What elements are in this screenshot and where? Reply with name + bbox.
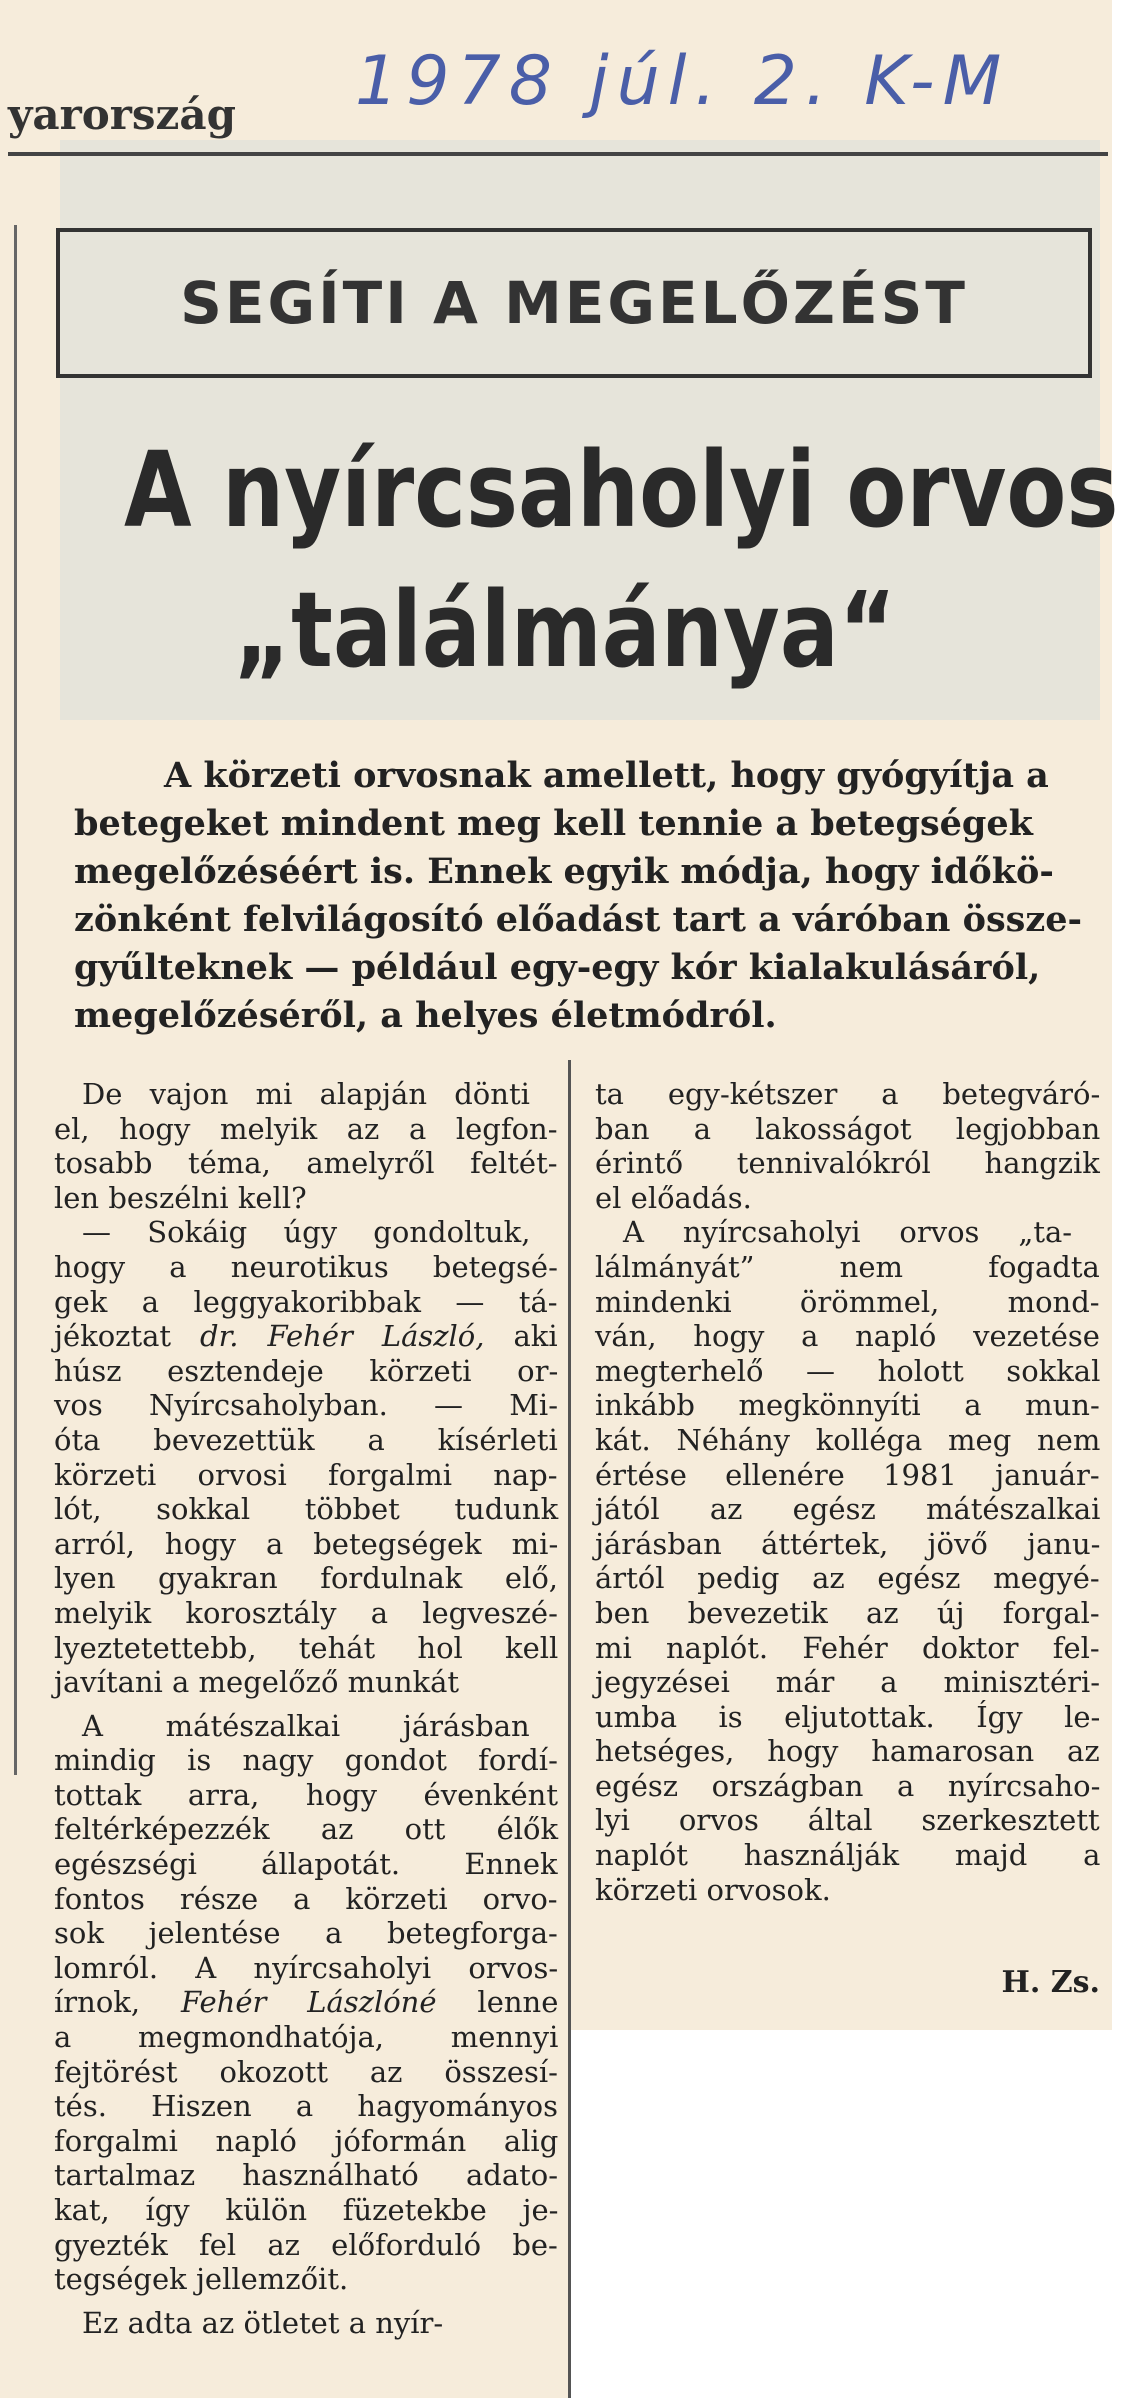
column-line: lót, sokkal többet tudunk (54, 1492, 559, 1527)
column-line: Ez adta az ötletet a nyír- (82, 2305, 444, 2340)
column-line: inkább megkönnyíti a mun- (595, 1388, 1100, 1423)
header-rule (8, 152, 1108, 156)
column-line: tottak arra, hogy évenként (54, 1777, 558, 1812)
column-line: mindig is nagy gondot fordí- (54, 1743, 558, 1778)
column-line: mi naplót. Fehér doktor fel- (595, 1630, 1100, 1665)
column-line: naplót használják majd a (595, 1838, 1101, 1873)
column-line: írnok, Fehér Lászlóné lenne (54, 1985, 559, 2020)
column-line: gek a leggyakoribbak — tá- (54, 1284, 558, 1319)
column-line: lyi orvos által szerkesztett (595, 1803, 1100, 1838)
column-line: umba is eljutottak. Így le- (595, 1699, 1101, 1734)
column-line: húsz esztendeje körzeti or- (54, 1353, 559, 1388)
column-line: körzeti orvosi forgalmi nap- (54, 1457, 558, 1492)
column-line: el, hogy melyik az a legfon- (54, 1111, 558, 1146)
column-line: — Sokáig úgy gondoltuk, (82, 1215, 531, 1250)
column-line: melyik korosztály a legveszé- (54, 1595, 558, 1630)
column-line: egészségi állapotát. Ennek (54, 1847, 558, 1882)
column-line: kat, így külön füzetekbe je- (54, 2193, 559, 2227)
author-signature: H. Zs. (1001, 1965, 1100, 2000)
column-line: hogy a neurotikus betegsé- (54, 1249, 558, 1284)
column-line: tés. Hiszen a hagyományos (54, 2089, 558, 2124)
lead-line: megelőzéséért is. Ennek egyik módja, hogy időkö- (74, 851, 1054, 892)
column-line: járásban áttértek, jövő janu- (595, 1526, 1101, 1561)
column-line: sok jelentése a betegforga- (54, 1916, 558, 1951)
column-line: len beszélni kell? (54, 1180, 307, 1215)
headline-line: A nyírcsaholyi orvos (124, 429, 1119, 551)
column-line: A mátészalkai járásban (82, 1708, 530, 1743)
lead-paragraph (74, 752, 1102, 1040)
kicker: SEGÍTI A MEGELŐZÉST (180, 269, 968, 337)
lead-line: A körzeti orvosnak amellett, hogy gyógyítja a (164, 755, 1049, 796)
left-column (54, 1077, 558, 2340)
column-line: vos Nyírcsaholyban. — Mi- (54, 1388, 559, 1423)
headline-line: „találmánya“ (233, 569, 897, 691)
lead-line: megelőzéséről, a helyes életmódról. (74, 995, 777, 1036)
column-line: fontos része a körzeti orvo- (54, 1881, 558, 1916)
column-line: érintő tennivalókról hangzik (595, 1146, 1100, 1181)
column-line: óta bevezettük a kísérleti (54, 1422, 558, 1457)
column-line: ben bevezetik az új forgal- (595, 1595, 1100, 1630)
column-line: lyen gyakran fordulnak elő, (54, 1561, 559, 1596)
italic-name: dr. Fehér László, (200, 1319, 485, 1354)
column-line: gyezték fel az előforduló be- (54, 2227, 558, 2262)
column-line: tosabb téma, amelyről feltét- (54, 1146, 558, 1181)
column-line: tegségek jellemzőit. (54, 2262, 349, 2297)
column-line: De vajon mi alapján dönti (82, 1077, 530, 1111)
lead-line: gyűlteknek — például egy-egy kór kialakulásáról, (74, 947, 1041, 988)
column-line: lomról. A nyírcsaholyi orvos- (54, 1950, 559, 1985)
column-line: ván, hogy a napló vezetése (595, 1319, 1100, 1354)
column-line: értése ellenére 1981 január- (595, 1457, 1100, 1492)
column-line: jékoztat dr. Fehér László, aki (54, 1319, 558, 1354)
column-line: hetséges, hogy hamarosan az (595, 1734, 1100, 1769)
right-column (595, 1077, 1100, 1907)
kicker-box (56, 228, 1092, 378)
column-line: lálmányát” nem fogadta (595, 1249, 1100, 1284)
column-line: ta egy-kétszer a betegváró- (595, 1077, 1101, 1111)
column-line: arról, hogy a betegségek mi- (54, 1526, 559, 1561)
column-line: feltérképezzék az ott élők (54, 1812, 559, 1847)
headline (124, 420, 1119, 700)
newspaper-name: yarország (8, 90, 236, 139)
column-line: ban a lakosságot legjobban (595, 1111, 1101, 1146)
column-line: tartalmaz használható adato- (54, 2158, 559, 2193)
column-line: mindenki örömmel, mond- (595, 1284, 1100, 1319)
column-line: jától az egész mátészalkai (595, 1492, 1101, 1527)
column-line: kát. Néhány kolléga meg nem (595, 1422, 1101, 1457)
lead-line: zönként felvilágosító előadást tart a váróban össze- (74, 899, 1083, 940)
column-line: megterhelő — holott sokkal (595, 1353, 1101, 1388)
column-line: körzeti orvosok. (595, 1872, 831, 1907)
column-rule (568, 1060, 571, 2398)
lead-line: betegeket mindent meg kell tennie a betegségek (74, 803, 1033, 844)
column-line: fejtörést okozott az összesí- (54, 2054, 558, 2089)
column-line: javítani a megelőző munkát (54, 1665, 460, 1700)
column-line: ártól pedig az egész megyé- (595, 1561, 1100, 1596)
column-line: egész országban a nyírcsaho- (595, 1768, 1101, 1803)
column-line: el előadás. (595, 1180, 752, 1215)
column-line: jegyzései már a minisztéri- (595, 1665, 1101, 1700)
column-line: a megmondhatója, mennyi (54, 2020, 559, 2055)
handwritten-date-note: 1978 júl. 2. K-M (355, 42, 1010, 121)
column-line: lyeztetettebb, tehát hol kell (54, 1630, 559, 1665)
italic-name: Fehér Lászlóné (180, 1985, 437, 2020)
column-line: A nyírcsaholyi orvos „ta- (623, 1215, 1073, 1250)
column-line: forgalmi napló jóformán alig (54, 2123, 559, 2158)
left-border-rule (14, 225, 17, 1775)
